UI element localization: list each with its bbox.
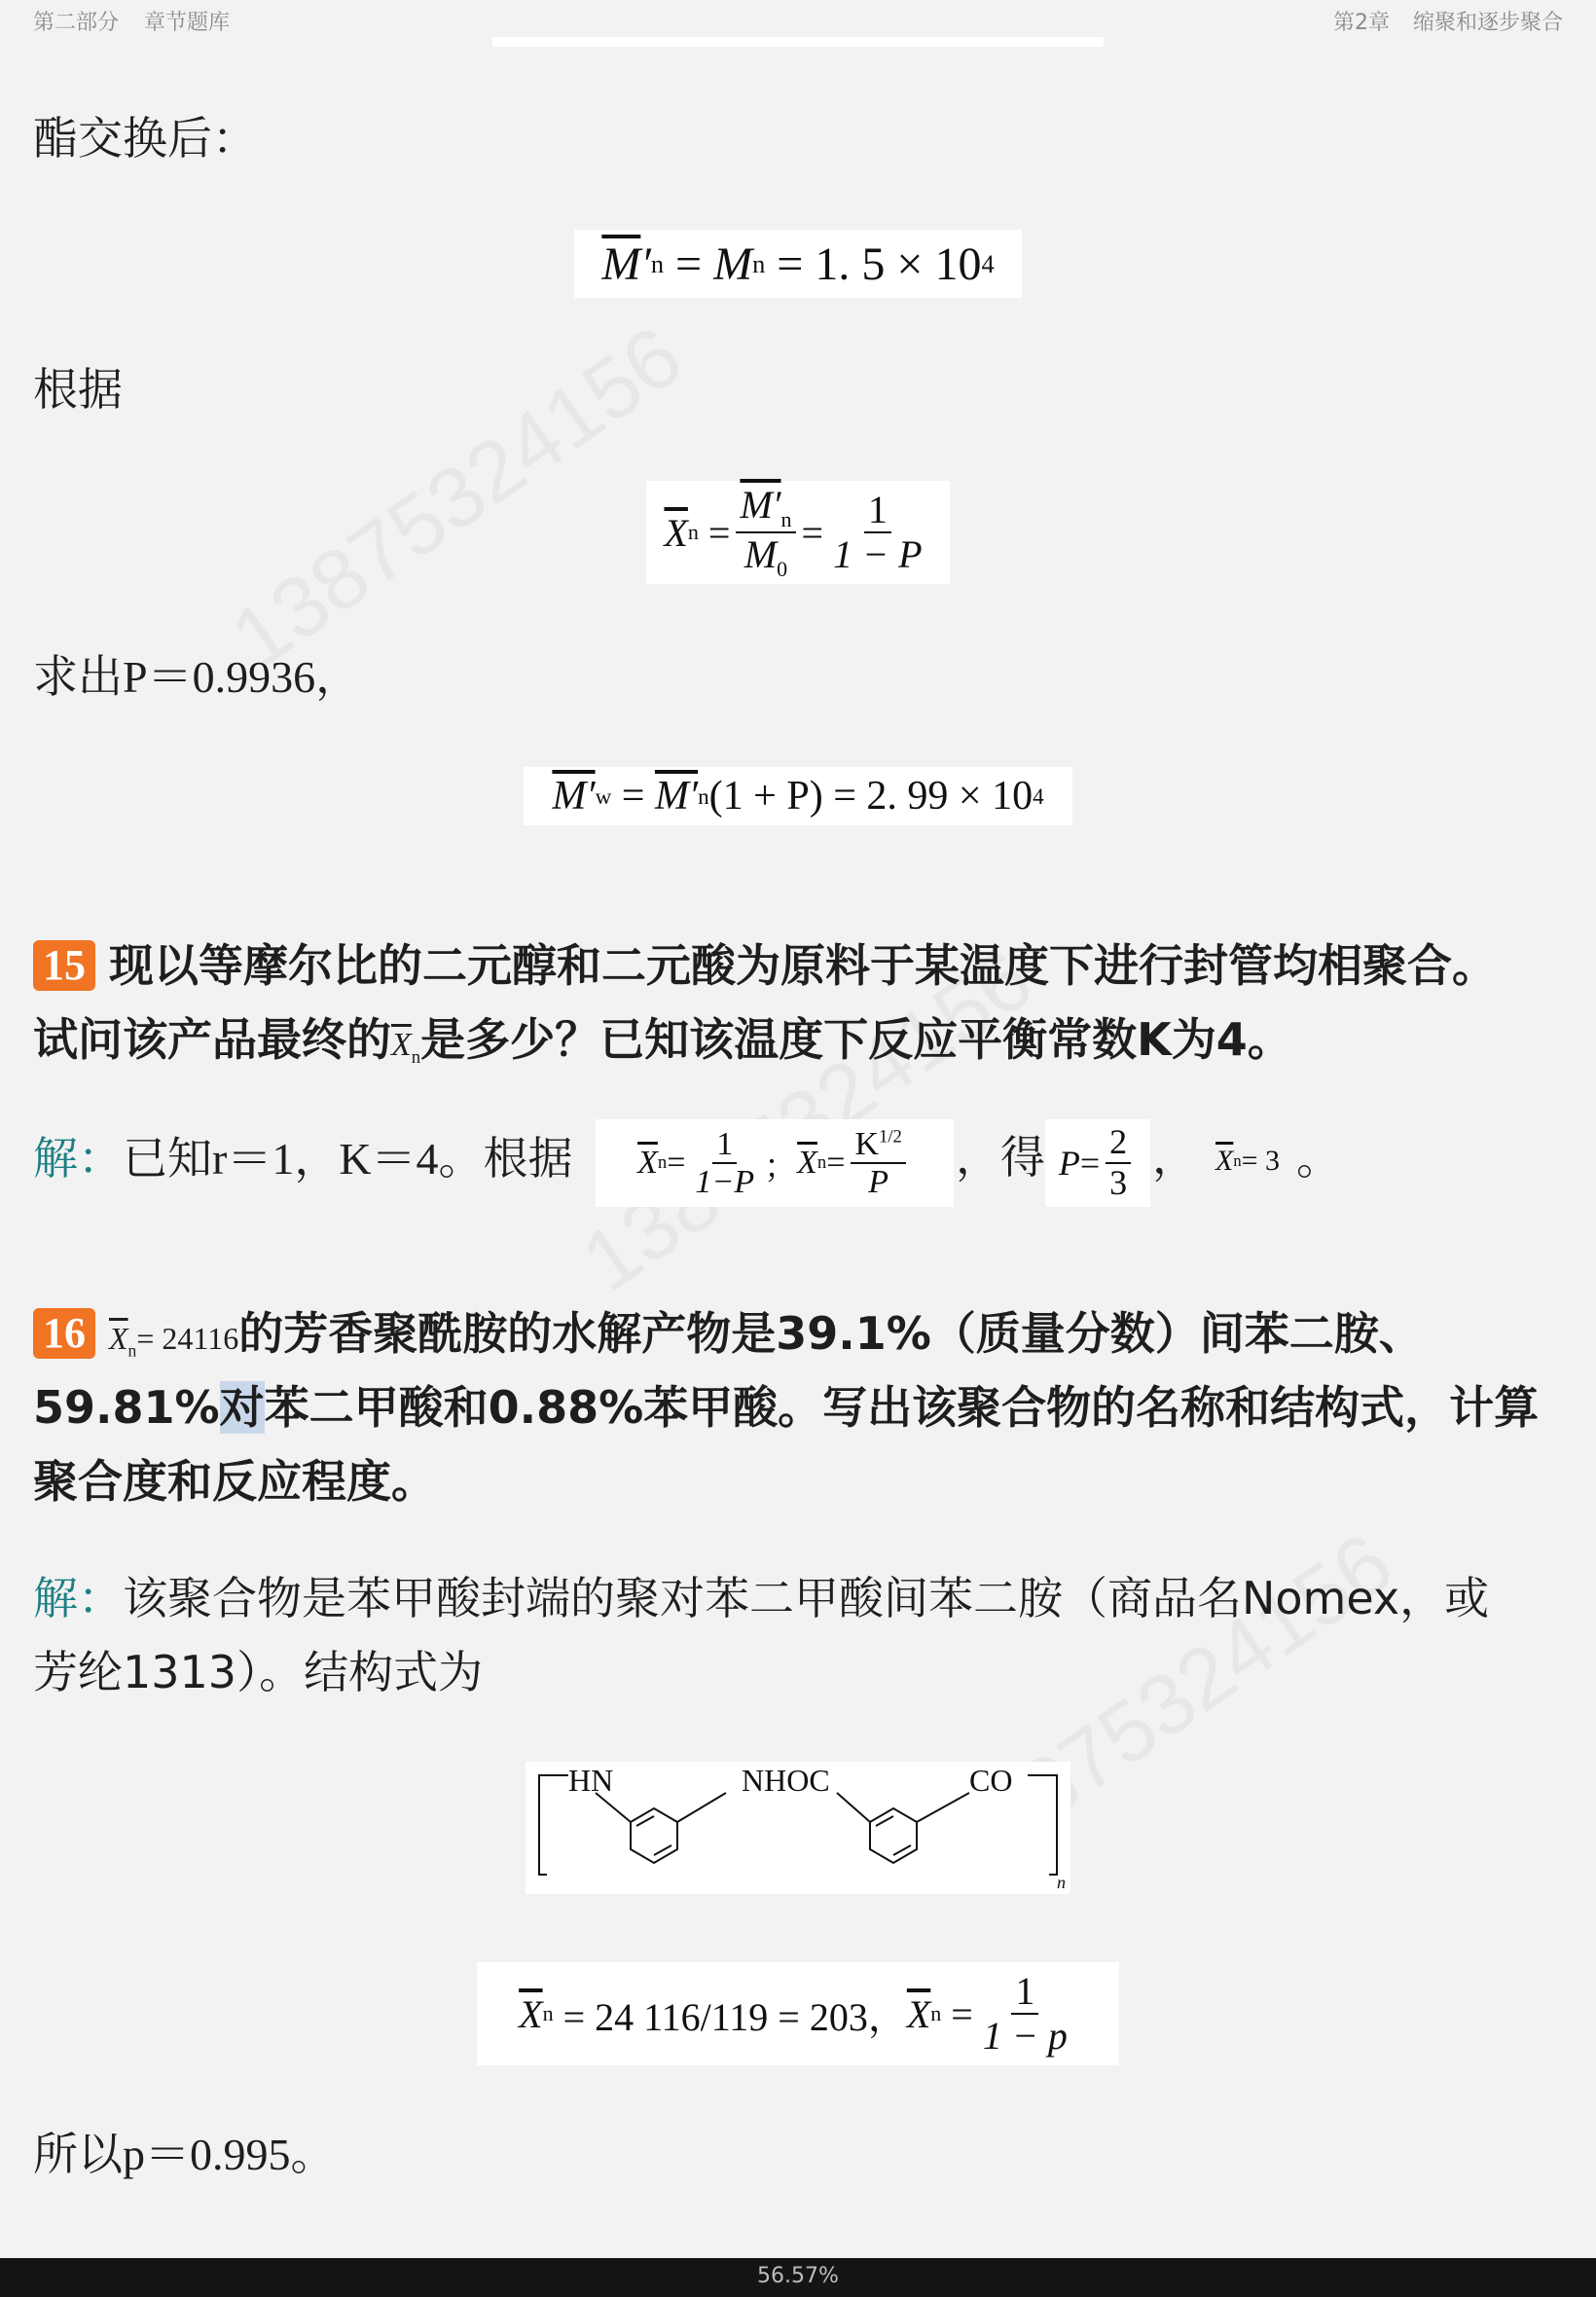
question-16-solution-line2: 芳纶1313）。结构式为 [33, 1646, 484, 1698]
left-bracket [539, 1775, 547, 1875]
formula-xn-result: $\overline{X}$ n = 3 [1215, 1145, 1280, 1177]
question-16-line2: 59.81%对苯二甲酸和0.88%苯甲酸。写出该聚合物的名称和结构式，计算 [33, 1381, 1540, 1434]
nomex-structure-svg [526, 1762, 1070, 1894]
question-16-line3: 聚合度和反应程度。 [33, 1455, 436, 1508]
breadcrumb-section: 章节题库 [144, 11, 231, 35]
after-exchange-text: 酯交换后： [33, 112, 257, 164]
formula-xn-k: $\overline{X}$ n = $\frac{1}{1-P}$ ； $\overline{X}$ n = $\frac{K^{1/2}}{P}$ [596, 1119, 954, 1207]
hn-label: HN [568, 1763, 614, 1798]
reading-progress-bar [0, 2258, 1596, 2297]
solution-get: ，得 [956, 1133, 1045, 1183]
repeat-n-label: n [1057, 1873, 1066, 1892]
co-label: CO [969, 1763, 1013, 1798]
structure-diagram [526, 1762, 1070, 1894]
breadcrumb [33, 6, 230, 36]
nhoc-label: NHOC [742, 1763, 830, 1798]
selection-highlight: 对 [219, 1381, 265, 1434]
previous-formula-edge [492, 37, 1104, 47]
breadcrumb-part: 第二部分 [33, 11, 120, 35]
chapter-number: 第2章 [1332, 11, 1390, 35]
question-number-badge: 16 [33, 1308, 95, 1359]
progress-percent: 56.57% [757, 2264, 839, 2288]
question-15-solution: 解：已知r＝1，K＝4。根据 [33, 1132, 573, 1185]
solution-comma: ， [1152, 1133, 1197, 1183]
question-16-line1: 16 $\overline{X}_n= 24116$的芳香聚酰胺的水解产物是39.1%（质量分数）间苯二胺、 [33, 1296, 1424, 1387]
chapter-header [1333, 6, 1563, 36]
question-15-line1: 15 现以等摩尔比的二元醇和二元酸为原料于某温度下进行封管均相聚合。 [33, 929, 1497, 1003]
question-15-line2: 试问该产品最终的$\overline{X}_n$是多少？已知该温度下反应平衡常数K为4。 [33, 1013, 1292, 1068]
chapter-title: 缩聚和逐步聚合 [1412, 11, 1563, 35]
solution-end: 。 [1296, 1132, 1341, 1185]
right-bracket [1049, 1775, 1057, 1875]
question-number-badge: 15 [33, 940, 95, 991]
solve-p-text: 求出P＝0.9936， [33, 652, 361, 702]
according-text: 根据 [33, 363, 123, 416]
equation-xn-203: $\overline{X}$ n = 24 116/119 = 203， $\overline{X}$ n = $\frac{1}{1 - p}$ [477, 1962, 1119, 2065]
formula-p: P = $\frac{2}{3}$ [1045, 1119, 1150, 1207]
equation-xn-p: $\overline{X}$ n = $\frac{M'_n}{M_0}$ = $\frac{1}{1 - P}$ [646, 481, 950, 584]
equation-mw: M′ w = M′ n (1 + P) = 2. 99 × 10 4 [524, 767, 1072, 825]
question-16-solution-line1: 解：该聚合物是苯甲酸封端的聚对苯二甲酸间苯二胺（商品名Nomex，或 [33, 1572, 1490, 1624]
result-p-text: 所以p＝0.995。 [33, 2130, 336, 2179]
watermark [213, 307, 700, 688]
equation-mn: $\overline{M}$ ′ n = M n = 1. 5 × 10 4 [574, 230, 1022, 298]
